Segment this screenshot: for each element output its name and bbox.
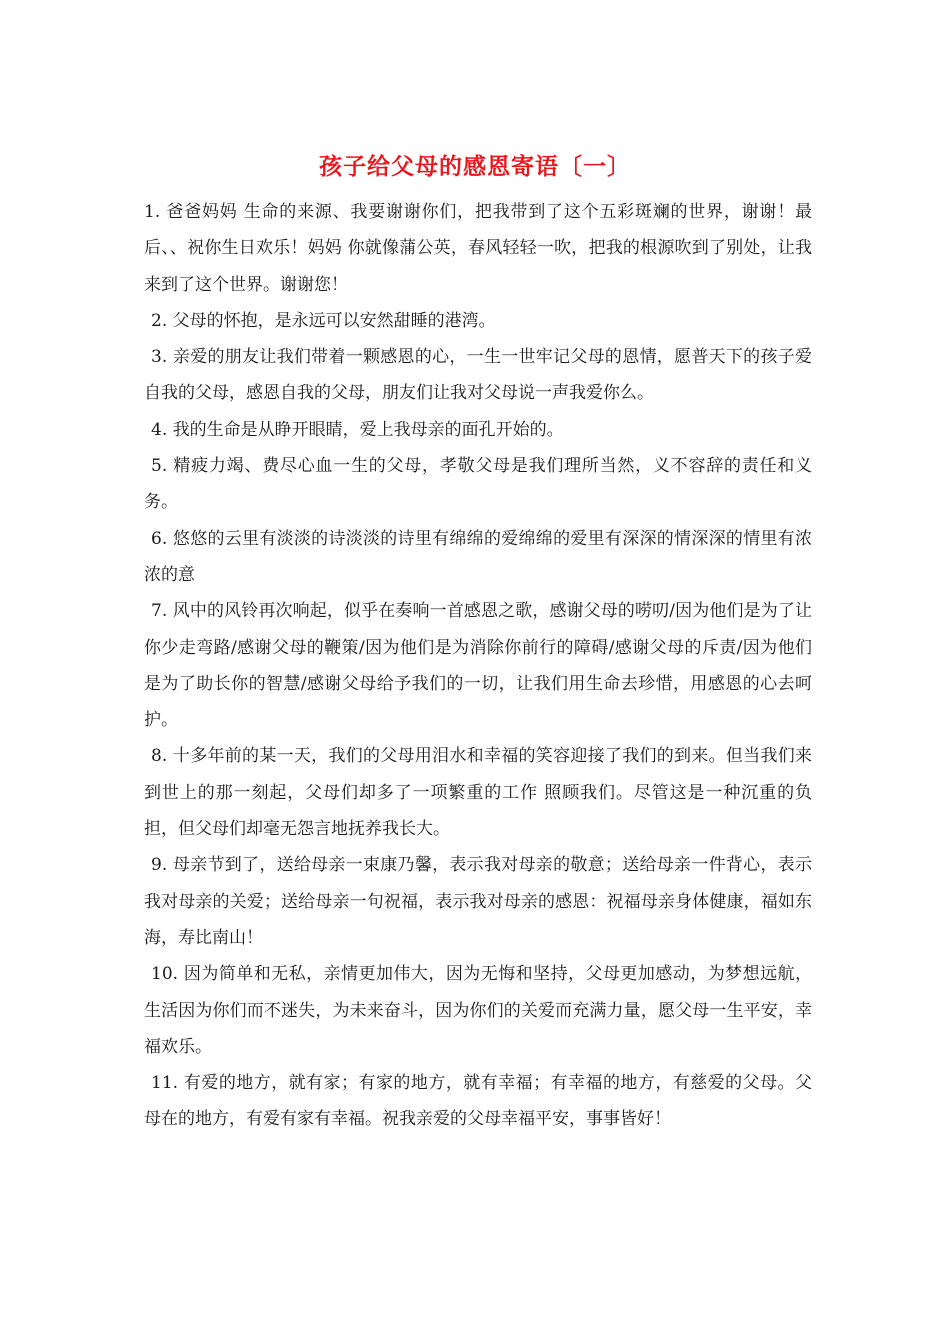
list-item-11 (144, 1065, 812, 1138)
list-item-5 (144, 448, 812, 521)
item-text: 十多年前的某一天，我们的父母用泪水和幸福的笑容迎接了我们的到来。但当我们来到世上的那一刻起，父母们却多了一项繁重的工作 照顾我们。尽管这是一种沉重的负担，但父母们却毫无怨言地抚养我长大。 (144, 746, 812, 840)
list-item-6 (144, 521, 812, 594)
item-number: 10. (151, 964, 179, 985)
item-number: 9. (151, 855, 168, 876)
item-text: 母亲节到了，送给母亲一束康乃馨，表示我对母亲的敬意；送给母亲一件背心，表示我对母亲的关爱；送给母亲一句祝福，表示我对母亲的感恩：祝福母亲身体健康，福如东海，寿比南山！ (144, 855, 812, 948)
list-item-7 (144, 593, 812, 738)
item-number: 11. (151, 1073, 179, 1094)
item-text: 风中的风铃再次响起，似乎在奏响一首感恩之歌，感谢父母的唠叨/因为他们是为了让你少走弯路/感谢父母的鞭策/因为他们是为消除你前行的障碍/感谢父母的斥责/因为他们是为了助长你的智慧/感谢父母给予我们的一切，让我们用生命去珍惜，用感恩的心去呵护。 (144, 601, 812, 731)
list-item-2 (144, 303, 812, 339)
item-number: 6. (151, 528, 168, 549)
document-body (144, 194, 812, 1138)
list-item-10 (144, 956, 812, 1065)
item-number: 3. (151, 347, 168, 368)
item-text: 有爱的地方，就有家；有家的地方，就有幸福；有幸福的地方，有慈爱的父母。父母在的地方，有爱有家有幸福。祝我亲爱的父母幸福平安，事事皆好！ (144, 1073, 813, 1130)
list-item-1 (144, 194, 812, 303)
list-item-8 (144, 738, 812, 847)
item-text: 亲爱的朋友让我们带着一颗感恩的心，一生一世牢记父母的恩情，愿普天下的孩子爱自我的父母，感恩自我的父母，朋友们让我对父母说一声我爱你么。 (144, 347, 812, 404)
list-item-9 (144, 847, 812, 956)
item-text: 我的生命是从睁开眼睛，爱上我母亲的面孔开始的。 (172, 419, 564, 440)
item-number: 2. (151, 310, 168, 331)
item-number: 7. (151, 601, 168, 622)
item-text: 悠悠的云里有淡淡的诗淡淡的诗里有绵绵的爱绵绵的爱里有深深的情深深的情里有浓浓的意 (144, 528, 812, 585)
list-item-3 (144, 339, 812, 412)
document-title: 孩子给父母的感恩寄语〔一〕 (319, 153, 631, 180)
item-text: 爸爸妈妈 生命的来源、我要谢谢你们，把我带到了这个五彩斑斓的世界，谢谢！最后、、祝你生日欢乐！妈妈 你就像蒲公英，春风轻轻一吹，把我的根源吹到了别处，让我来到了这个世界。谢谢您！ (144, 202, 812, 295)
item-text: 精疲力竭、费尽心血一生的父母，孝敬父母是我们理所当然，义不容辞的责任和义务。 (144, 456, 813, 513)
item-number: 8. (151, 746, 168, 767)
list-item-4 (144, 412, 812, 448)
item-number: 5. (151, 456, 168, 477)
item-text: 父母的怀抱，是永远可以安然甜睡的港湾。 (172, 310, 496, 331)
item-number: 1. (144, 202, 161, 222)
item-text: 因为简单和无私，亲情更加伟大，因为无悔和坚持，父母更加感动，为梦想远航，生活因为你们而不迷失，为未来奋斗，因为你们的关爱而充满力量，愿父母一生平安，幸福欢乐。 (144, 964, 813, 1057)
item-number: 4. (151, 419, 168, 440)
